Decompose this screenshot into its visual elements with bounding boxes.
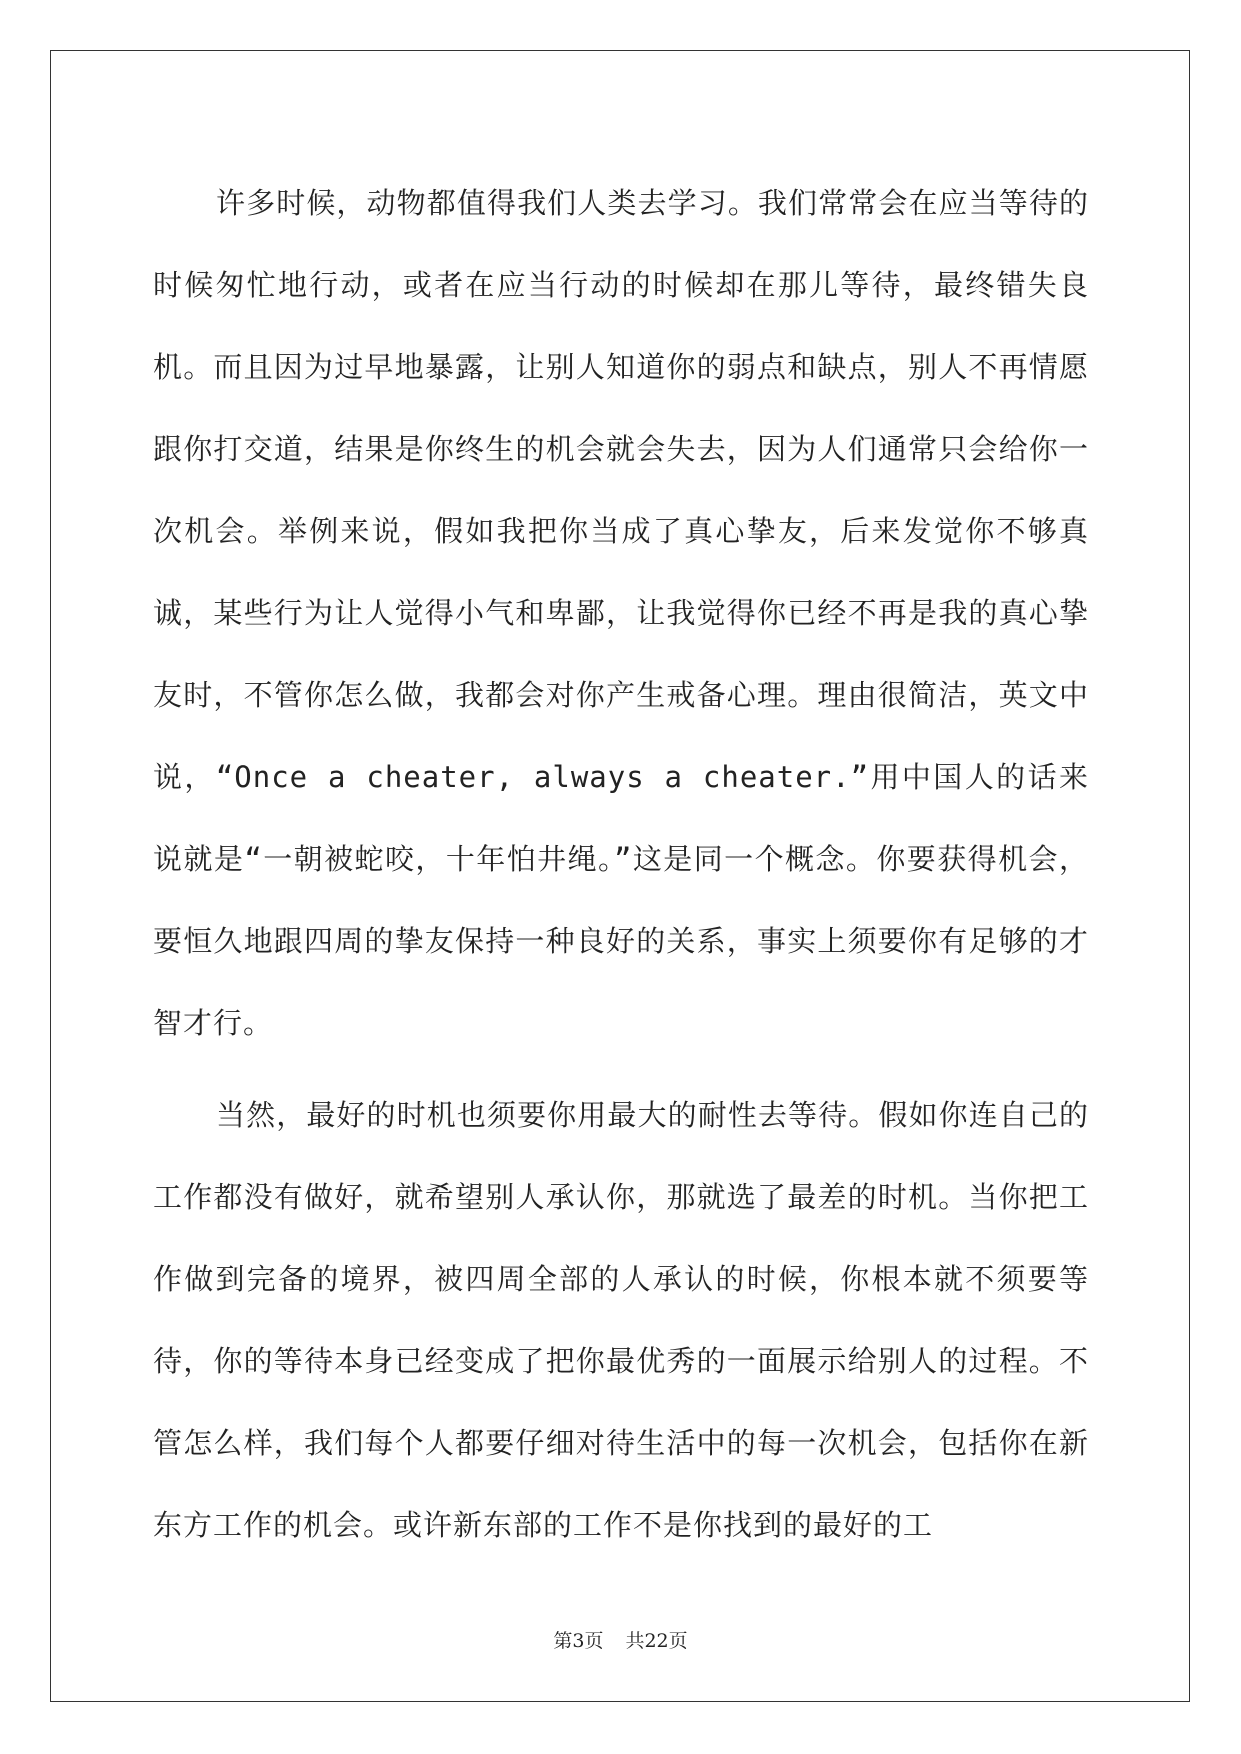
- page-footer: [0, 1626, 1241, 1653]
- document-body: [153, 162, 1089, 1576]
- current-page-number: 第3页: [553, 1630, 604, 1652]
- total-pages: 共22页: [625, 1630, 688, 1652]
- paragraph-1: 许多时候，动物都值得我们人类去学习。我们常常会在应当等待的时候匆忙地行动，或者在应当行动的时候却在那儿等待，最终错失良机。而且因为过早地暴露，让别人知道你的弱点和缺点，别人不再情愿跟你打交道，结果是你终生的机会就会失去，因为人们通常只会给你一次机会。举例来说，假如我把你当成了真心挚友，后来发觉你不够真诚，某些行为让人觉得小气和卑鄙，让我觉得你已经不再是我的真心挚友时，不管你怎么做，我都会对你产生戒备心理。理由很简洁，英文中说，“Once a cheater, always a cheater.”用中国人的话来说就是“一朝被蛇咬，十年怕井绳。”这是同一个概念。你要获得机会，要恒久地跟四周的挚友保持一种良好的关系，事实上须要你有足够的才智才行。: [153, 186, 1089, 1040]
- paragraph-2: 当然，最好的时机也须要你用最大的耐性去等待。假如你连自己的工作都没有做好，就希望别人承认你，那就选了最差的时机。当你把工作做到完备的境界，被四周全部的人承认的时候，你根本就不须要等待，你的等待本身已经变成了把你最优秀的一面展示给别人的过程。不管怎么样，我们每个人都要仔细对待生活中的每一次机会，包括你在新东方工作的机会。或许新东部的工作不是你找到的最好的工: [153, 1098, 1089, 1542]
